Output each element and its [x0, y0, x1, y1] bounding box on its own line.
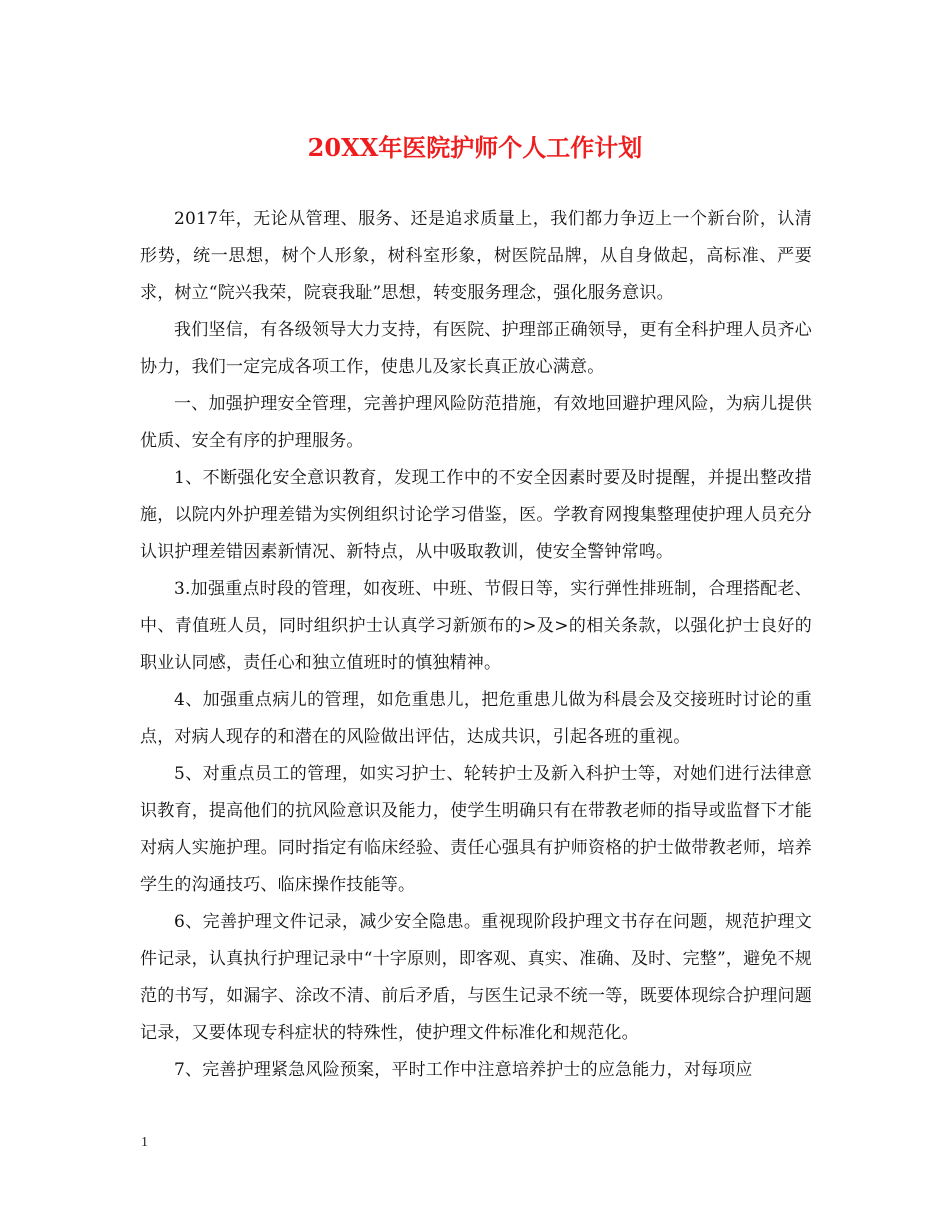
paragraph-item-4: 4、加强重点病儿的管理，如危重患儿，把危重患儿做为科晨会及交接班时讨论的重点，对病人现存的和潜在的风险做出评估，达成共识，引起各班的重视。 — [140, 690, 812, 747]
paragraph-item-1: 1、不断强化安全意识教育，发现工作中的不安全因素时要及时提醒，并提出整改措施，以院内外护理差错为实例组织讨论学习借鉴，医。学教育网搜集整理使护理人员充分认识护理差错因素新情况、新特点，从中吸取教训，使安全警钟常鸣。 — [140, 468, 812, 562]
paragraph-section-1: 一、加强护理安全管理，完善护理风险防范措施，有效地回避护理风险，为病儿提供优质、安全有序的护理服务。 — [140, 394, 812, 451]
paragraph-item-3: 3.加强重点时段的管理，如夜班、中班、节假日等，实行弹性排班制，合理搭配老、中、青值班人员，同时组织护士认真学习新颁布的>及>的相关条款，以强化护士良好的职业认同感，责任心和独立值班时的慎独精神。 — [140, 579, 812, 673]
paragraph-belief: 我们坚信，有各级领导大力支持，有医院、护理部正确领导，更有全科护理人员齐心协力，我们一定完成各项工作，使患儿及家长真正放心满意。 — [140, 320, 812, 377]
paragraph-item-5: 5、对重点员工的管理，如实习护士、轮转护士及新入科护士等，对她们进行法律意识教育，提高他们的抗风险意识及能力，使学生明确只有在带教老师的指导或监督下才能对病人实施护理。同时指定有临床经验、责任心强具有护师资格的护士做带教老师，培养学生的沟通技巧、临床操作技能等。 — [140, 764, 812, 895]
paragraph-item-7: 7、完善护理紧急风险预案，平时工作中注意培养护士的应急能力，对每项应 — [174, 1060, 753, 1080]
document-body — [140, 201, 812, 1089]
paragraph-item-6: 6、完善护理文件记录，减少安全隐患。重视现阶段护理文书存在问题，规范护理文件记录，认真执行护理记录中“十字原则，即客观、真实、准确、及时、完整”，避免不规范的书写，如漏字、涂改不清、前后矛盾，与医生记录不统一等，既要体现综合护理问题记录，又要体现专科症状的特殊性，使护理文件标准化和规范化。 — [140, 912, 812, 1043]
paragraph-intro: 2017年，无论从管理、服务、还是追求质量上，我们都力争迈上一个新台阶，认清形势，统一思想，树个人形象，树科室形象，树医院品牌，从自身做起，高标准、严要求，树立“院兴我荣，院衰我耻”思想，转变服务理念，强化服务意识。 — [140, 209, 812, 303]
page-number: 1 — [141, 1135, 148, 1150]
document-title: 20XX年医院护师个人工作计划 — [307, 133, 643, 162]
